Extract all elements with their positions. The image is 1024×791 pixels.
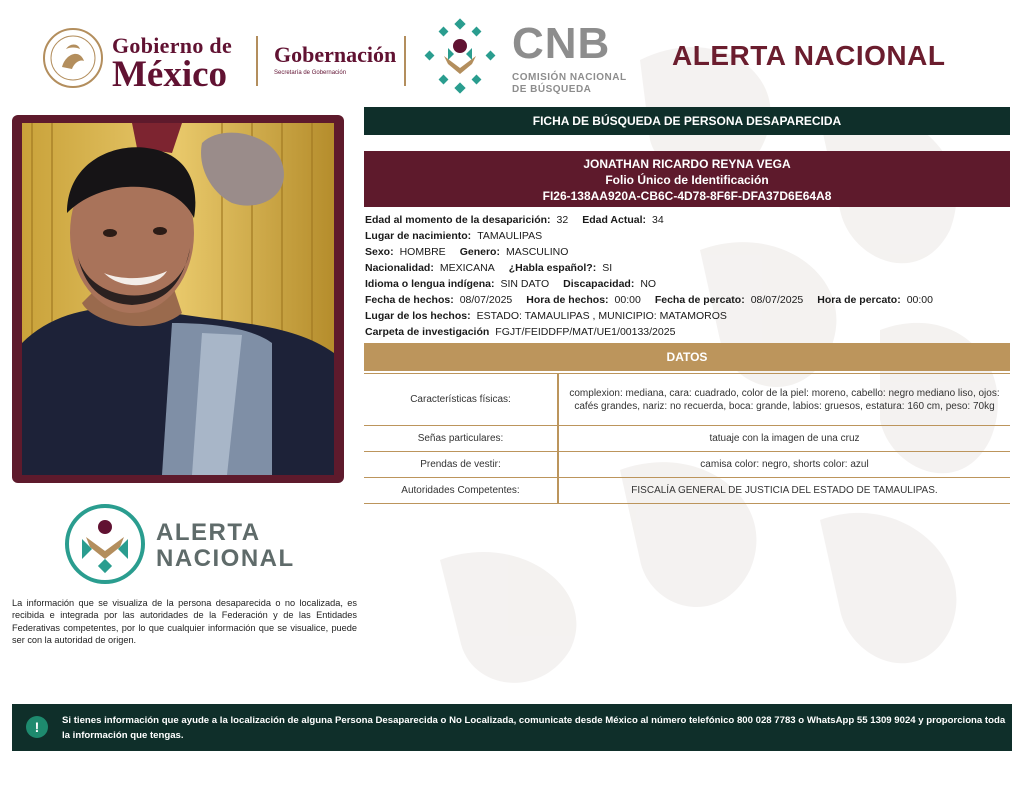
discapacidad-value: NO bbox=[640, 278, 657, 290]
gob-line1: Gobierno de bbox=[112, 33, 233, 58]
datos-label: Prendas de vestir: bbox=[364, 452, 558, 478]
datos-table bbox=[364, 373, 1010, 504]
sexo-value: HOMBRE bbox=[399, 246, 446, 258]
hora-percato-value: 00:00 bbox=[906, 294, 933, 306]
genero-value: MASCULINO bbox=[505, 246, 569, 258]
alerta-nacional-logo-text bbox=[156, 520, 295, 572]
datos-header: DATOS bbox=[364, 343, 1010, 371]
edad-actual-value: 34 bbox=[652, 214, 664, 226]
exclamation-icon: ! bbox=[26, 716, 48, 738]
cnb-logo-text bbox=[512, 19, 627, 96]
info-row-lugar-nac bbox=[365, 228, 1011, 244]
fecha-hechos-value: 08/07/2025 bbox=[459, 294, 513, 306]
footer-message: Si tienes información que ayude a la localización de alguna Persona Desaparecida o No Localizada, comunicate desde México al número telefónico 800 028 7783 o WhatsApp 55 1309 9024 y proporciona toda la información que tengas. bbox=[62, 715, 1006, 741]
carpeta-label: Carpeta de investigación bbox=[365, 326, 490, 338]
nacionalidad-label: Nacionalidad: bbox=[365, 262, 434, 274]
genero-label: Genero: bbox=[459, 246, 500, 258]
alerta-nacional-emblem-icon bbox=[64, 503, 146, 585]
info-row-sexo bbox=[365, 244, 1011, 260]
datos-value: FISCALÍA GENERAL DE JUSTICIA DEL ESTADO DE TAMAULIPAS. bbox=[558, 478, 1010, 504]
sexo-label: Sexo: bbox=[365, 246, 394, 258]
discapacidad-label: Discapacidad: bbox=[563, 278, 635, 290]
info-row-nacionalidad bbox=[365, 260, 1011, 276]
edad-desap-label: Edad al momento de la desaparición: bbox=[365, 214, 551, 226]
cnb-line1: COMISIÓN NACIONAL bbox=[512, 72, 627, 83]
lugar-nac-label: Lugar de nacimiento: bbox=[365, 230, 472, 242]
fecha-percato-label: Fecha de percato: bbox=[654, 294, 745, 306]
person-info bbox=[365, 212, 1011, 340]
edad-actual-label: Edad Actual: bbox=[582, 214, 647, 226]
folio-value: FI26-138AA920A-CB6C-4D78-8F6F-DFA37D6E64A8 bbox=[542, 189, 832, 203]
gob-line2: México bbox=[112, 54, 228, 95]
table-row bbox=[364, 426, 1010, 452]
datos-value: camisa color: negro, shorts color: azul bbox=[558, 452, 1010, 478]
idioma-label: Idioma o lengua indígena: bbox=[365, 278, 495, 290]
fecha-percato-value: 08/07/2025 bbox=[750, 294, 804, 306]
hora-percato-label: Hora de percato: bbox=[817, 294, 901, 306]
folio-label: Folio Único de Identificación bbox=[605, 173, 769, 187]
idioma-value: SIN DATO bbox=[500, 278, 550, 290]
alerta-logo-line1: ALERTA bbox=[156, 519, 261, 546]
lugar-nac-value: TAMAULIPAS bbox=[477, 230, 543, 242]
person-name: JONATHAN RICARDO REYNA VEGA bbox=[583, 157, 791, 171]
datos-label: Autoridades Competentes: bbox=[364, 478, 558, 504]
datos-value: tatuaje con la imagen de una cruz bbox=[558, 426, 1010, 452]
person-photo bbox=[22, 123, 334, 475]
hora-hechos-label: Hora de hechos: bbox=[526, 294, 609, 306]
cnb-acronym: CNB bbox=[512, 19, 611, 68]
alerta-nacional-title: ALERTA NACIONAL bbox=[672, 40, 946, 71]
nacionalidad-value: MEXICANA bbox=[439, 262, 495, 274]
table-row bbox=[364, 478, 1010, 504]
national-seal-icon bbox=[42, 27, 104, 89]
edad-desap-value: 32 bbox=[556, 214, 569, 226]
datos-label: Señas particulares: bbox=[364, 426, 558, 452]
fecha-hechos-label: Fecha de hechos: bbox=[365, 294, 454, 306]
lugar-hechos-value: ESTADO: TAMAULIPAS , MUNICIPIO: MATAMOROS bbox=[476, 310, 727, 322]
person-name-box bbox=[364, 151, 1010, 207]
cnb-emblem-icon bbox=[420, 18, 500, 96]
habla-value: SI bbox=[602, 262, 613, 274]
gobernacion-title: Gobernación bbox=[274, 42, 397, 67]
gobernacion-logo bbox=[274, 42, 396, 76]
lugar-hechos-label: Lugar de los hechos: bbox=[365, 310, 471, 322]
header-divider bbox=[404, 36, 406, 86]
info-row-carpeta bbox=[365, 324, 1011, 340]
disclaimer-text: La información que se visualiza de la persona desaparecida o no localizada, es recibida e integrada por las autoridades de la Federación y de las Entidades Federativas competentes, por lo que cualquier información que se visualice, puede ser con la autoridad de origen. bbox=[12, 598, 357, 646]
cnb-line2: DE BÚSQUEDA bbox=[512, 84, 592, 95]
ficha-title-bar: FICHA DE BÚSQUEDA DE PERSONA DESAPARECIDA bbox=[364, 107, 1010, 135]
datos-label: Características físicas: bbox=[364, 374, 558, 426]
table-row bbox=[364, 374, 1010, 426]
photo-frame bbox=[12, 115, 344, 483]
header bbox=[0, 0, 1024, 110]
info-row-edad bbox=[365, 212, 1011, 228]
gobierno-de-mexico-logo bbox=[112, 33, 232, 93]
alerta-logo-line2: NACIONAL bbox=[156, 545, 295, 572]
info-row-fechas bbox=[365, 292, 1011, 308]
gobernacion-subtitle: Secretaría de Gobernación bbox=[274, 70, 347, 76]
hora-hechos-value: 00:00 bbox=[614, 294, 641, 306]
carpeta-value: FGJT/FEIDDFP/MAT/UE1/00133/2025 bbox=[495, 326, 676, 338]
info-row-lugar-hechos bbox=[365, 308, 1011, 324]
habla-label: ¿Habla español?: bbox=[508, 262, 597, 274]
info-row-idioma bbox=[365, 276, 1011, 292]
table-row bbox=[364, 452, 1010, 478]
header-divider bbox=[256, 36, 258, 86]
footer-banner bbox=[12, 704, 1012, 751]
datos-value: complexion: mediana, cara: cuadrado, color de la piel: moreno, cabello: negro mediano liso, ojos: cafés grandes, nariz: no recuerda, boca: grande, labios: gruesos, estatura: 160 cm, peso: 70kg bbox=[558, 374, 1010, 426]
